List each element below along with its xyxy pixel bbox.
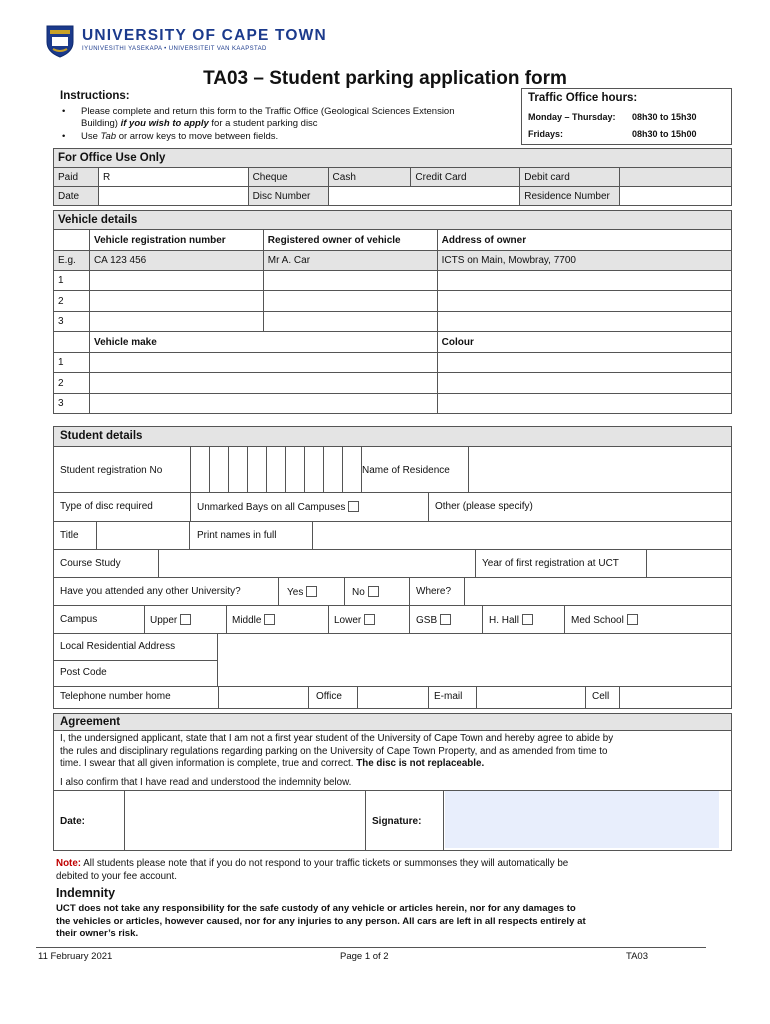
owner-field[interactable] <box>263 271 437 291</box>
agreement-line-3a: time. I swear that all given information is complete, true and correct. <box>60 758 354 769</box>
office-hours-box <box>521 88 732 145</box>
gsb-label: GSB <box>416 615 438 626</box>
footer-date: 11 February 2021 <box>38 951 113 962</box>
make-field[interactable] <box>89 394 437 414</box>
tel-office-label: Office <box>316 691 342 702</box>
hhall-checkbox[interactable] <box>522 614 533 625</box>
residence-label: Name of Residence <box>362 465 450 476</box>
residence-number-label: Residence Number <box>520 187 620 206</box>
unmarked-label: Unmarked Bays on all Campuses <box>197 502 346 513</box>
med-checkbox[interactable] <box>627 614 638 625</box>
university-crest <box>45 24 75 58</box>
make-field[interactable] <box>89 353 437 373</box>
example-address: ICTS on Main, Mowbray, 7700 <box>437 251 731 271</box>
residence-field[interactable] <box>468 447 731 492</box>
email-label: E-mail <box>434 691 463 702</box>
indemnity-text <box>56 903 726 941</box>
year-first-label: Year of first registration at UCT <box>482 558 619 569</box>
cash-label: Cash <box>328 168 411 187</box>
signature-label: Signature: <box>372 816 422 827</box>
instruction-1a: Please complete and return this form to the Traffic Office (Geological Sciences Extension <box>81 106 455 117</box>
instruction-1d: for a student parking disc <box>211 117 318 129</box>
tel-home-field[interactable] <box>218 687 309 708</box>
address-field[interactable] <box>437 271 731 291</box>
example-owner: Mr A. Car <box>263 251 437 271</box>
vehicle-table <box>53 210 732 414</box>
campus-med-option[interactable] <box>571 614 638 626</box>
campus-lower-option[interactable] <box>334 614 375 626</box>
disc-number-label: Disc Number <box>248 187 328 206</box>
row-number: 3 <box>54 312 90 332</box>
cell-field[interactable] <box>619 687 731 708</box>
vehicle-heading: Vehicle details <box>54 211 732 230</box>
indemnity-line-1: UCT does not take any responsibility for the safe custody of any vehicle or articles herein, nor for any damages to <box>56 903 576 914</box>
agreement-line-1: I, the undersigned applicant, state that I am not a first year student of the University of Cape Town and hereby agree to abide by <box>60 733 614 744</box>
owner-field[interactable] <box>263 312 437 332</box>
paid-amount-field[interactable] <box>98 168 248 187</box>
indemnity-line-3: their owner’s risk. <box>56 928 139 939</box>
row-number: 3 <box>54 394 90 414</box>
footer-page: Page 1 of 2 <box>340 951 389 962</box>
other-label: Other (please specify) <box>435 501 533 512</box>
course-field[interactable] <box>158 550 476 577</box>
yes-checkbox[interactable] <box>306 586 317 597</box>
note-line-1: All students please note that if you do not respond to your traffic tickets or summonses they will automatically be <box>83 858 569 869</box>
hours-row2-value: 08h30 to 15h00 <box>632 129 697 139</box>
campus-middle-option[interactable] <box>232 614 275 626</box>
office-hours-heading: Traffic Office hours: <box>528 92 638 104</box>
registration-field[interactable] <box>89 312 263 332</box>
post-code-label: Post Code <box>60 667 107 678</box>
lower-label: Lower <box>334 615 362 626</box>
disc-type-label: Type of disc required <box>60 501 153 512</box>
cell-label: Cell <box>592 691 610 702</box>
middle-checkbox[interactable] <box>264 614 275 625</box>
agreement-text <box>60 733 728 789</box>
email-field[interactable] <box>476 687 586 708</box>
make-field[interactable] <box>89 373 437 394</box>
print-names-label: Print names in full <box>197 530 277 541</box>
local-address-label: Local Residential Address <box>60 641 176 652</box>
credit-card-label: Credit Card <box>411 168 520 187</box>
indemnity-line-2: the vehicles or articles, however caused, nor for any injuries to any person. All cars are left in all respects entirely at <box>56 915 586 927</box>
title-field[interactable] <box>96 522 190 549</box>
date-label: Date <box>54 187 99 206</box>
yes-label: Yes <box>287 587 304 598</box>
agreement-line-4: I also confirm that I have read and understood the indemnity below. <box>60 776 352 788</box>
no-checkbox[interactable] <box>368 586 379 597</box>
registration-field[interactable] <box>89 291 263 312</box>
reg-no-label: Student registration No <box>60 465 163 476</box>
row-number: 1 <box>54 271 90 291</box>
where-label: Where? <box>416 586 452 597</box>
local-address-field[interactable] <box>218 634 731 687</box>
colour-field[interactable] <box>437 394 731 414</box>
campus-gsb-option[interactable] <box>416 614 451 626</box>
agreement-line-3b: The disc is not replaceable. <box>356 758 485 769</box>
student-details-section <box>53 426 732 709</box>
hhall-label: H. Hall <box>489 615 520 626</box>
example-label: E.g. <box>54 251 90 271</box>
colour-field[interactable] <box>437 373 731 394</box>
middle-label: Middle <box>232 615 262 626</box>
example-registration: CA 123 456 <box>89 251 263 271</box>
med-label: Med School <box>571 615 624 626</box>
unmarked-checkbox[interactable] <box>348 501 359 512</box>
hours-row2-label: Fridays: <box>528 129 564 139</box>
instructions-heading: Instructions: <box>60 90 130 102</box>
residence-number-field[interactable] <box>620 187 732 206</box>
paid-label: Paid <box>54 168 99 187</box>
col-owner: Registered owner of vehicle <box>263 230 437 251</box>
note-text <box>56 857 716 883</box>
attended-label: Have you attended any other University? <box>60 586 241 597</box>
university-subtitle: IYUNIVESITHI YASEKAPA • UNIVERSITEIT VAN KAAPSTAD <box>82 46 267 52</box>
cheque-label: Cheque <box>248 168 328 187</box>
vehicle-make-blank <box>54 332 90 353</box>
instruction-2b: Tab <box>100 131 117 142</box>
office-date-field[interactable] <box>98 187 248 206</box>
campus-upper-option[interactable] <box>150 614 191 626</box>
upper-checkbox[interactable] <box>180 614 191 625</box>
signature-field[interactable] <box>443 790 731 850</box>
instruction-2c: or arrow keys to move between fields. <box>118 131 279 142</box>
footer-rule <box>36 947 706 948</box>
agreement-section <box>53 713 732 851</box>
rand-label: R <box>102 171 111 183</box>
row-number: 1 <box>54 353 90 373</box>
owner-field[interactable] <box>263 291 437 312</box>
office-use-table <box>53 148 732 206</box>
course-label: Course Study <box>60 558 121 569</box>
reg-no-boxes[interactable] <box>190 447 362 492</box>
upper-label: Upper <box>150 615 178 626</box>
where-field[interactable] <box>464 578 731 605</box>
campus-hhall-option[interactable] <box>489 614 533 626</box>
agreement-heading: Agreement <box>54 714 731 731</box>
attended-no-option[interactable] <box>352 586 379 598</box>
hours-row1-label: Monday – Thursday: <box>528 112 616 122</box>
row-number: 2 <box>54 291 90 312</box>
col-vehicle-make: Vehicle make <box>89 332 437 353</box>
year-first-field[interactable] <box>646 550 731 577</box>
gsb-checkbox[interactable] <box>440 614 451 625</box>
tel-office-field[interactable] <box>357 687 429 708</box>
col-colour: Colour <box>437 332 731 353</box>
hours-row1-value: 08h30 to 15h30 <box>632 112 697 122</box>
instruction-2a: Use <box>81 131 98 142</box>
disc-number-field[interactable] <box>328 187 520 206</box>
full-names-field[interactable] <box>312 522 731 549</box>
footer-code: TA03 <box>626 951 649 962</box>
indemnity-heading: Indemnity <box>56 886 116 900</box>
unmarked-option[interactable] <box>197 501 359 513</box>
address-field[interactable] <box>437 291 731 312</box>
no-label: No <box>352 587 365 598</box>
colour-field[interactable] <box>437 353 731 373</box>
office-use-heading: For Office Use Only <box>54 149 732 168</box>
lower-checkbox[interactable] <box>364 614 375 625</box>
row-number: 2 <box>54 373 90 394</box>
campus-label: Campus <box>60 614 98 625</box>
vehicle-col-blank <box>54 230 90 251</box>
debit-card-label: Debit card <box>520 168 620 187</box>
col-address: Address of owner <box>437 230 731 251</box>
note-line-2: debited to your fee account. <box>56 871 177 882</box>
debit-card-field[interactable] <box>620 168 732 187</box>
page-title: TA03 – Student parking application form <box>203 68 567 89</box>
col-registration: Vehicle registration number <box>89 230 263 251</box>
title-label: Title <box>60 530 79 541</box>
university-name: UNIVERSITY OF CAPE TOWN <box>82 27 327 44</box>
tel-home-label: Telephone number home <box>60 691 171 702</box>
attended-yes-option[interactable] <box>287 586 317 598</box>
address-field[interactable] <box>437 312 731 332</box>
instruction-1c: if you wish to apply <box>120 117 209 129</box>
instructions-list: • Please complete and return this form to the Traffic Office (Geological Sciences Extension Building) if you wish to apply for a student parking disc • Use Tab or arrow keys to move between fields. <box>62 106 455 142</box>
note-label: Note: <box>56 858 82 869</box>
agreement-date-field[interactable] <box>124 790 366 850</box>
registration-field[interactable] <box>89 271 263 291</box>
agreement-line-2: the rules and disciplinary regulations regarding parking on the University of Cape Town Property, and as amended from time to <box>60 745 608 757</box>
agreement-date-label: Date: <box>60 816 86 827</box>
student-heading: Student details <box>54 427 731 447</box>
instruction-1b: Building) <box>81 117 118 129</box>
